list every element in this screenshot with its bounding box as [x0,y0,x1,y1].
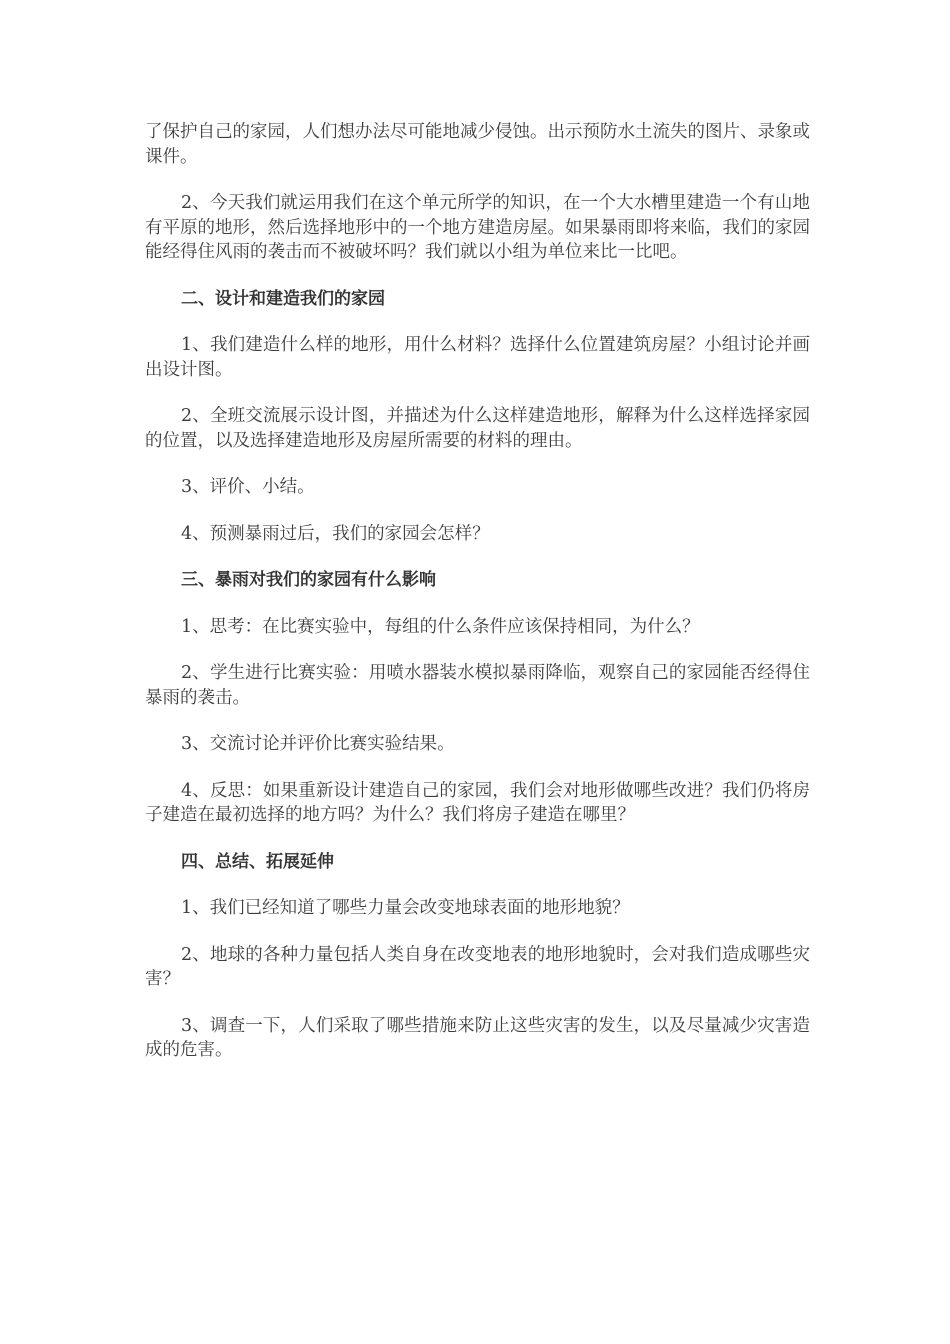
paragraph-design-4: 4、预测暴雨过后，我们的家园会怎样？ [181,523,490,544]
paragraph-summary-2: 2、地球的各种力量包括人类自身在改变地表的地形地貌时，会对我们造成哪些灾害？ [145,944,810,989]
section-heading-4: 四、总结、拓展延伸 [181,851,334,872]
paragraph-design-3: 3、评价、小结。 [181,477,315,497]
paragraph-storm-4: 4、反思：如果重新设计建造自己的家园，我们会对地形做哪些改进？我们仍将房子建造在最初选择的地方吗？为什么？我们将房子建造在哪里？ [145,780,810,825]
paragraph-storm-1: 1、思考：在比赛实验中，每组的什么条件应该保持相同，为什么？ [181,616,700,637]
paragraph-design-1: 1、我们建造什么样的地形，用什么材料？选择什么位置建筑房屋？小组讨论并画出设计图。 [145,335,810,380]
paragraph-design-2: 2、全班交流展示设计图，并描述为什么这样建造地形，解释为什么这样选择家园的位置，以及选择建造地形及房屋所需要的材料的理由。 [145,406,810,451]
paragraph-summary-3: 3、调查一下，人们采取了哪些措施来防止这些灾害的发生，以及尽量减少灾害造成的危害。 [145,1015,810,1060]
section-heading-2: 二、设计和建造我们的家园 [181,288,385,309]
paragraph-summary-1: 1、我们已经知道了哪些力量会改变地球表面的地形地貌？ [181,898,630,918]
paragraph-step-2: 2、今天我们就运用我们在这个单元所学的知识，在一个大水槽里建造一个有山地有平原的地形，然后选择地形中的一个地方建造房屋。如果暴雨即将来临，我们的家园能经得住风雨的袭击而不被破坏吗？我们就以小组为单位来比一比吧。 [145,193,810,262]
paragraph-intro-continued: 了保护自己的家园，人们想办法尽可能地减少侵蚀。出示预防水土流失的图片、录象或课件。 [145,122,810,167]
paragraph-storm-3: 3、交流讨论并评价比赛实验结果。 [181,734,455,754]
section-heading-3: 三、暴雨对我们的家园有什么影响 [181,570,436,590]
document-body [145,120,810,1085]
paragraph-storm-2: 2、学生进行比赛实验：用喷水器装水模拟暴雨降临，观察自己的家园能否经得住暴雨的袭击。 [145,663,810,708]
